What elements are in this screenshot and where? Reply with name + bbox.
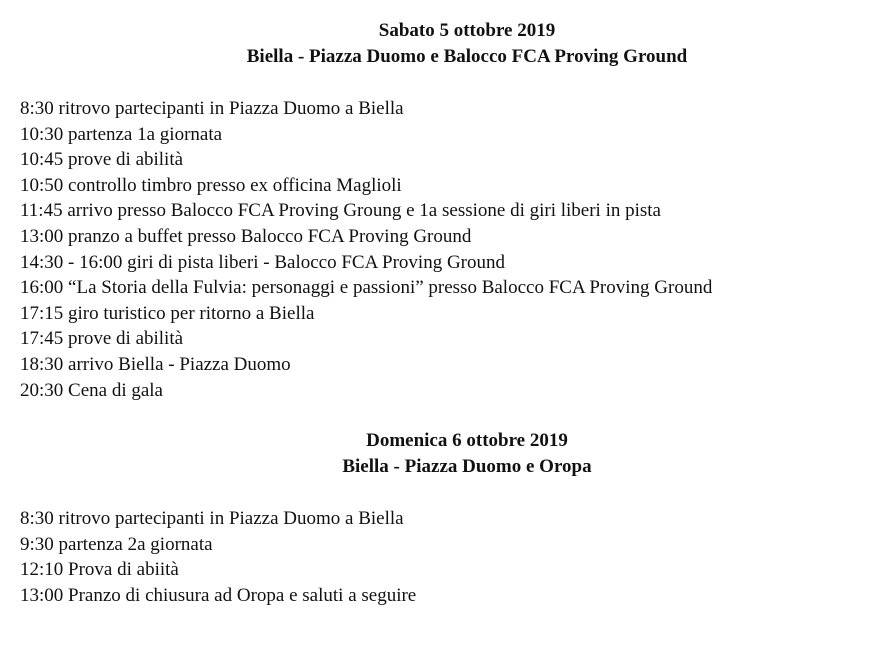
- schedule-item: 8:30 ritrovo partecipanti in Piazza Duomo a Biella: [20, 508, 404, 529]
- schedule-item: 17:15 giro turistico per ritorno a Biella: [20, 302, 315, 324]
- schedule-item: 8:30 ritrovo partecipanti in Piazza Duomo a Biella: [20, 98, 404, 119]
- schedule-item: 18:30 arrivo Biella - Piazza Duomo: [20, 353, 291, 375]
- schedule-item: 20:30 Cena di gala: [20, 379, 163, 401]
- day-date: Sabato 5 ottobre 2019: [378, 20, 556, 41]
- schedule-item: 12:10 Prova di abiità: [20, 559, 179, 581]
- schedule-list: [20, 96, 880, 403]
- day-location: Biella - Piazza Duomo e Oropa: [342, 456, 592, 477]
- day-location: Biella - Piazza Duomo e Balocco FCA Proving Ground: [246, 46, 688, 67]
- day-date: Domenica 6 ottobre 2019: [366, 430, 568, 451]
- schedule-item: 17:45 prove di abilità: [20, 328, 184, 350]
- day-header: [24, 18, 886, 70]
- schedule-list: [20, 506, 880, 608]
- day-header: [24, 428, 886, 480]
- schedule-item: 13:00 Pranzo di chiusura ad Oropa e saluti a seguire: [20, 584, 417, 606]
- schedule-item: 10:45 prove di abilità: [20, 149, 184, 171]
- schedule-item: 13:00 pranzo a buffet presso Balocco FCA Proving Ground: [20, 225, 472, 247]
- schedule-item: 11:45 arrivo presso Balocco FCA Proving Groung e 1a sessione di giri liberi in pista: [20, 200, 661, 222]
- schedule-item: 14:30 - 16:00 giri di pista liberi - Balocco FCA Proving Ground: [20, 251, 505, 273]
- day-section-sunday: [0, 428, 886, 606]
- schedule-item: 16:00 “La Storia della Fulvia: personaggi e passioni” presso Balocco FCA Proving Ground: [20, 277, 713, 299]
- schedule-item: 9:30 partenza 2a giornata: [20, 533, 213, 555]
- day-section-saturday: [0, 18, 886, 401]
- schedule-item: 10:30 partenza 1a giornata: [20, 123, 223, 145]
- schedule-item: 10:50 controllo timbro presso ex officina Maglioli: [20, 174, 402, 196]
